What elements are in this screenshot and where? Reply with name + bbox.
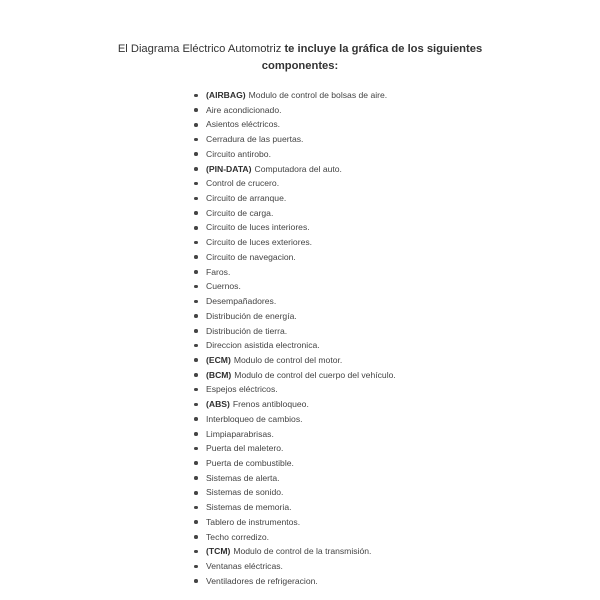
- list-item: [192, 353, 396, 368]
- list-item-text: Interbloqueo de cambios.: [206, 413, 303, 424]
- list-item-text: Cuernos.: [206, 281, 241, 292]
- list-item-tag: (AIRBAG): [206, 90, 246, 100]
- list-item: [192, 265, 396, 280]
- list-item-text: Modulo de control de bolsas de aire.: [248, 90, 388, 100]
- list-item: [192, 530, 396, 545]
- list-item: [192, 88, 396, 103]
- bullet-icon: [194, 182, 198, 186]
- list-item: [192, 382, 396, 397]
- heading-line-1: [0, 41, 600, 58]
- bullet-icon: [194, 520, 198, 524]
- bullet-icon: [194, 197, 198, 201]
- heading-line-2: [0, 58, 600, 75]
- list-item-text: Faros.: [206, 266, 231, 277]
- list-item: [192, 515, 396, 530]
- bullet-icon: [194, 476, 198, 480]
- list-item-text: Sistemas de sonido.: [206, 487, 284, 498]
- list-item-text: Ventanas eléctricas.: [206, 561, 283, 571]
- list-item: [192, 294, 396, 309]
- bullet-icon: [194, 300, 198, 304]
- list-item-tag: (ECM): [206, 354, 231, 365]
- list-item-text: Espejos eléctricos.: [206, 384, 278, 395]
- list-item: [192, 368, 396, 383]
- list-item: [192, 500, 396, 515]
- list-item: [192, 132, 396, 147]
- list-item: [192, 191, 396, 206]
- bullet-icon: [194, 565, 198, 569]
- bullet-icon: [194, 344, 198, 348]
- bullet-icon: [194, 447, 198, 451]
- bullet-icon: [194, 373, 198, 377]
- list-item-text: Sistemas de alerta.: [206, 472, 280, 483]
- heading-bold-text-1: te incluye la gráfica de los siguientes: [284, 43, 483, 55]
- component-list: [192, 88, 396, 588]
- list-item: [192, 471, 396, 486]
- list-item-text: Techo corredizo.: [206, 531, 270, 542]
- list-item: [192, 412, 396, 427]
- list-item: [192, 485, 396, 500]
- list-item-text: Cerradura de las puertas.: [206, 134, 304, 145]
- bullet-icon: [194, 123, 198, 127]
- list-item-text: Tablero de instrumentos.: [206, 516, 301, 527]
- list-item-tag: (BCM): [206, 369, 232, 380]
- list-item-text: Computadora del auto.: [254, 163, 342, 174]
- list-item: [192, 206, 396, 221]
- list-item-text: Circuito de arranque.: [206, 193, 287, 204]
- list-item: [192, 117, 396, 132]
- list-item: [192, 162, 396, 177]
- list-item: [192, 544, 396, 559]
- bullet-icon: [194, 138, 198, 142]
- list-item-text: Circuito de navegacion.: [206, 251, 296, 262]
- bullet-icon: [194, 108, 198, 112]
- list-item-text: Frenos antibloqueo.: [232, 399, 309, 410]
- bullet-icon: [194, 285, 198, 289]
- list-item-text: Desempañadores.: [206, 296, 277, 307]
- bullet-icon: [194, 241, 198, 245]
- bullet-icon: [194, 167, 198, 171]
- list-item-text: Asientos eléctricos.: [206, 119, 281, 130]
- list-item: [192, 324, 396, 339]
- list-item: [192, 441, 396, 456]
- list-item: [192, 250, 396, 265]
- list-item: [192, 456, 396, 471]
- list-item: [192, 309, 396, 324]
- bullet-icon: [194, 403, 198, 407]
- list-item-tag: (ABS): [206, 399, 230, 410]
- list-item-text: Ventiladores de refrigeracion.: [206, 575, 318, 586]
- bullet-icon: [194, 255, 198, 259]
- bullet-icon: [194, 211, 198, 215]
- bullet-icon: [194, 226, 198, 230]
- list-item-text: Modulo de control del motor.: [233, 354, 343, 365]
- list-item: [192, 147, 396, 162]
- bullet-icon: [194, 270, 198, 274]
- bullet-icon: [194, 417, 198, 421]
- bullet-icon: [194, 432, 198, 436]
- intro-heading: [0, 41, 600, 75]
- list-item-text: Distribución de tierra.: [206, 325, 288, 336]
- bullet-icon: [194, 358, 198, 362]
- bullet-icon: [194, 506, 198, 510]
- list-item: [192, 176, 396, 191]
- list-item-text: Control de crucero.: [206, 178, 280, 189]
- list-item-text: Direccion asistida electronica.: [206, 340, 320, 351]
- list-item: [192, 235, 396, 250]
- heading-bold-text-2: componentes:: [261, 60, 339, 72]
- list-item-text: Puerta del maletero.: [206, 443, 284, 454]
- list-item-text: Circuito de luces exteriores.: [206, 237, 313, 248]
- bullet-icon: [194, 152, 198, 156]
- list-item: [192, 559, 396, 574]
- bullet-icon: [194, 329, 198, 333]
- list-item-tag: (TCM): [206, 546, 231, 557]
- list-item: [192, 338, 396, 353]
- bullet-icon: [194, 550, 198, 554]
- list-item-text: Aire acondicionado.: [206, 104, 282, 115]
- list-item: [192, 574, 396, 589]
- list-item-tag: (PIN-DATA): [206, 163, 252, 174]
- list-item-text: Circuito de luces interiores.: [206, 222, 310, 233]
- list-item-text: Modulo de control de la transmisión.: [233, 546, 372, 557]
- list-item: [192, 220, 396, 235]
- bullet-icon: [194, 461, 198, 465]
- list-item-text: Circuito de carga.: [206, 207, 274, 218]
- heading-normal-text: El Diagrama Eléctrico Automotriz: [117, 43, 282, 55]
- list-item: [192, 397, 396, 412]
- list-item-text: Limpiaparabrisas.: [206, 428, 274, 439]
- list-item-text: Circuito antirobo.: [206, 148, 271, 159]
- list-item-text: Sistemas de memoria.: [206, 502, 292, 513]
- bullet-icon: [194, 388, 198, 392]
- list-item-text: Puerta de combustible.: [206, 457, 294, 468]
- bullet-icon: [194, 491, 198, 495]
- bullet-icon: [194, 94, 198, 98]
- list-item: [192, 103, 396, 118]
- list-item-text: Modulo de control del cuerpo del vehículo.: [234, 369, 396, 380]
- bullet-icon: [194, 579, 198, 583]
- list-item: [192, 279, 396, 294]
- bullet-icon: [194, 535, 198, 539]
- list-item-text: Distribución de energía.: [206, 310, 297, 321]
- bullet-icon: [194, 314, 198, 318]
- list-item: [192, 427, 396, 442]
